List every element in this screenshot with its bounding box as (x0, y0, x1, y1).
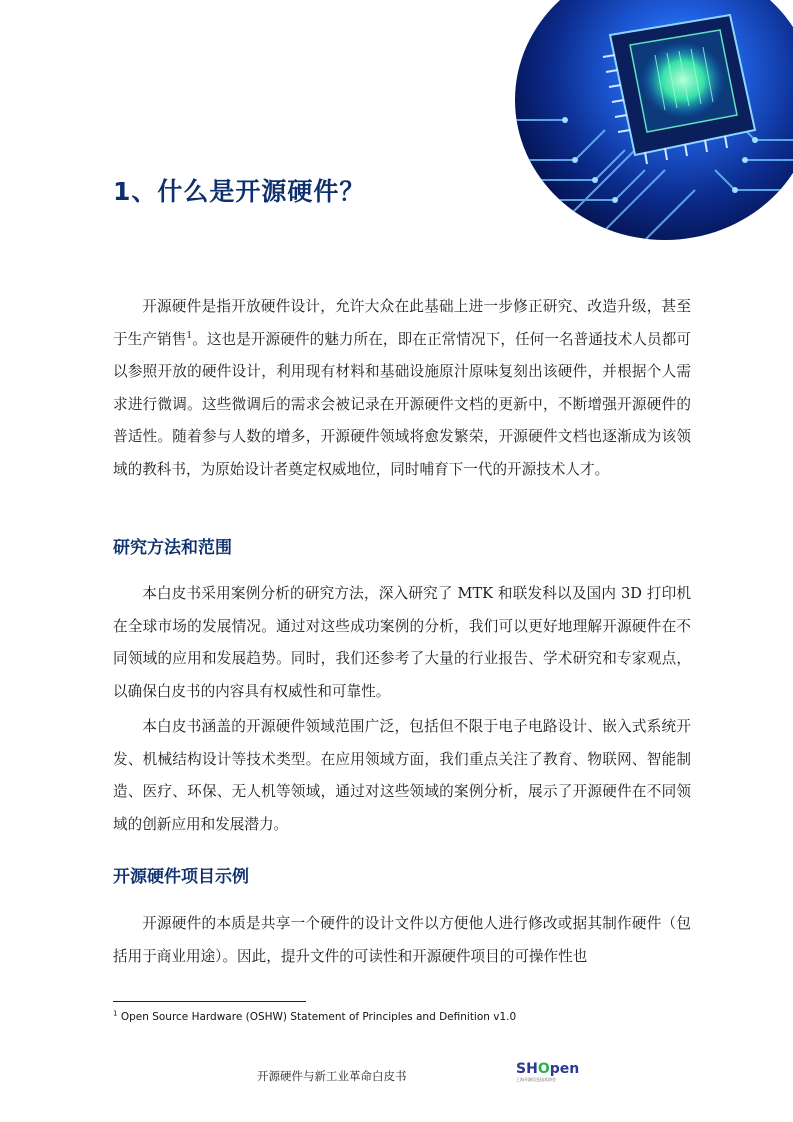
footnote: $^1$ Open Source Hardware (OSHW) Statement of Principles and Definition v1.0 (113, 1009, 517, 1023)
research-paragraph-1: 本白皮书采用案例分析的研究方法，深入研究了 MTK 和联发科以及国内 3D 打印机在全球市场的发展情况。通过对这些成功案例的分析，我们可以更好地理解开源硬件在不同领域的应用和发展趋势。同时，我们还参考了大量的行业报告、学术研究和专家观点，以确保白皮书的内容具有权威性和可靠性。 (113, 585, 691, 700)
logo-wordmark: SHOpen (516, 1061, 580, 1077)
logo-subtitle: 上海开源信息技术协会 (516, 1077, 556, 1082)
footnote-divider (113, 1001, 306, 1002)
intro-paragraph: 开源硬件是指开放硬件设计，允许大众在此基础上进一步修正研究、改造升级，甚至于生产销售$^1$。这也是开源硬件的魅力所在，即在正常情况下，任何一名普通技术人员都可以参照开放的硬件设计，利用现有材料和基础设施原汁原味复刻出该硬件，并根据个人需求进行微调。这些微调后的需求会被记录在开源硬件文档的更新中，不断增强开源硬件的普适性。随着参与人数的增多，开源硬件领域将愈发繁荣，开源硬件文档也逐渐成为该领域的教科书，为原始设计者奠定权威地位，同时哺育下一代的开源技术人才。 (113, 298, 691, 478)
circuit-board-illustration (515, 0, 793, 240)
section-heading-research: 研究方法和范围 (113, 538, 232, 558)
shopen-logo (516, 1062, 586, 1084)
research-paragraph-2: 本白皮书涵盖的开源硬件领域范围广泛，包括但不限于电子电路设计、嵌入式系统开发、机械结构设计等技术类型。在应用领域方面，我们重点关注了教育、物联网、智能制造、医疗、环保、无人机等领域，通过对这些领域的案例分析，展示了开源硬件在不同领域的创新应用和发展潜力。 (113, 718, 691, 833)
examples-paragraph: 开源硬件的本质是共享一个硬件的设计文件以方便他人进行修改或据其制作硬件（包括用于商业用途）。因此，提升文件的可读性和开源硬件项目的可操作性也 (113, 915, 691, 965)
circuit-chip-image (515, 0, 793, 240)
footnote-reference[interactable]: 1 (186, 330, 193, 341)
page-title: 1、什么是开源硬件？ (113, 177, 366, 206)
section-heading-examples: 开源硬件项目示例 (113, 867, 249, 887)
footer-document-title: 开源硬件与新工业革命白皮书 (257, 1069, 407, 1083)
